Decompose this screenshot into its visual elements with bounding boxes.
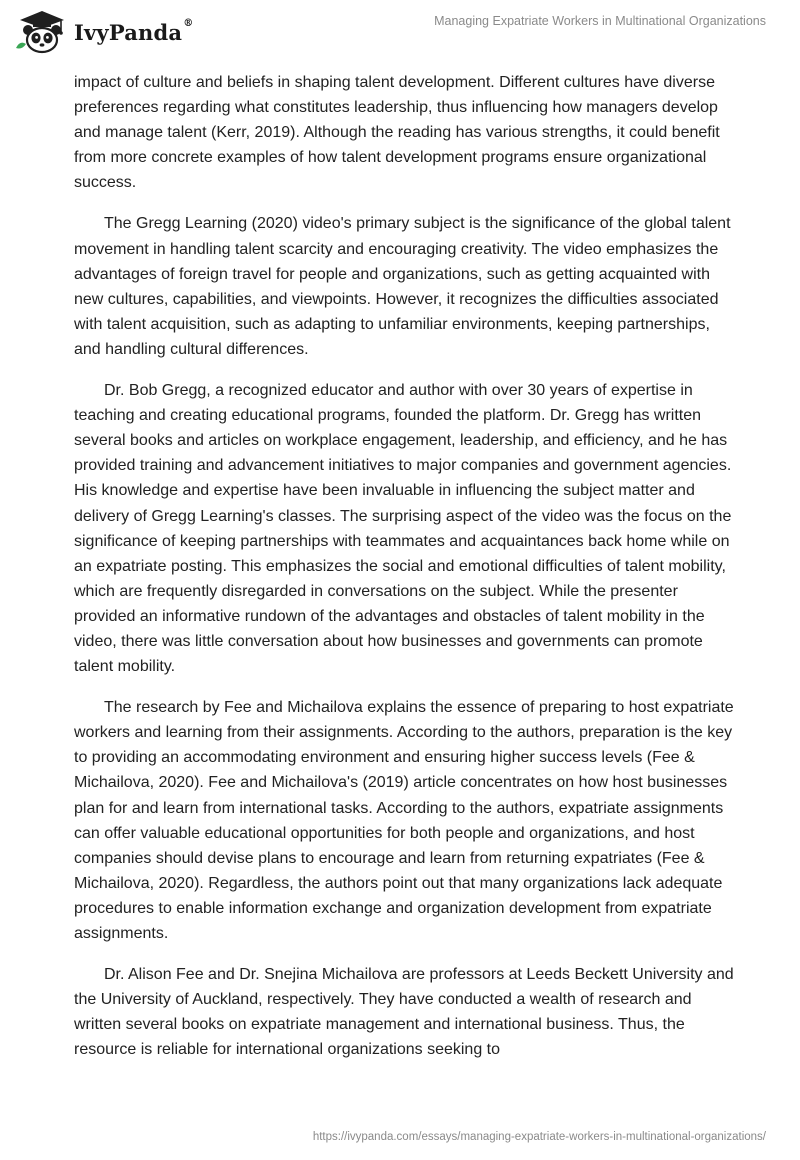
panda-graduate-icon [12, 8, 70, 54]
ivypanda-logo[interactable] [12, 8, 193, 54]
essay-body [74, 70, 734, 1078]
paragraph-5: Dr. Alison Fee and Dr. Snejina Michailova are professors at Leeds Beckett University and the University of Auckland, respectively. They have conducted a wealth of research and written several books on expatriate management and international business. Thus, the resource is reliable for international organizations seeking to [74, 966, 734, 1059]
brand-name-text: IvyPanda [74, 19, 183, 45]
paragraph-3: Dr. Bob Gregg, a recognized educator and author with over 30 years of expertise in teaching and creating educational programs, founded the platform. Dr. Gregg has written several books and articles on workplace engagement, leadership, and efficiency, and he has provided training and advancement initiatives to major companies and government agencies. His knowledge and expertise have been invaluable in influencing the subject matter and delivery of Gregg Learning's classes. The surprising aspect of the video was the focus on the significance of keeping partnerships with teammates and acquaintances back home while on an expatriate posting. This emphasizes the social and emotional difficulties of talent mobility, which are frequently disregarded in conversations on the subject. While the presenter provided an informative rundown of the advantages and obstacles of talent mobility in the video, there was little conversation about how businesses and governments can promote talent mobility. [74, 382, 732, 676]
paragraph-2: The Gregg Learning (2020) video's primary subject is the significance of the global talent movement in handling talent scarcity and encouraging creativity. The video emphasizes the advantages of foreign travel for people and organizations, such as getting acquainted with new cultures, capabilities, and viewpoints. However, it recognizes the difficulties associated with talent acquisition, such as adapting to unfamiliar environments, keeping partnerships, and handling cultural differences. [74, 215, 731, 358]
paragraph-4: The research by Fee and Michailova explains the essence of preparing to host expatriate workers and learning from their assignments. According to the authors, preparation is the key to providing an accommodating environment and ensuring higher success levels (Fee & Michailova, 2020). Fee and Michailova's (2019) article concentrates on how host businesses plan for and learn from international tasks. According to the authors, expatriate assignments can offer valuable educational opportunities for both people and organizations, and host companies should devise plans to encourage and learn from returning expatriates (Fee & Michailova, 2020). Regardless, the authors point out that many organizations lack adequate procedures to enable information exchange and organization development from expatriate assignments. [74, 699, 734, 942]
source-url-link[interactable]: https://ivypanda.com/essays/managing-expatriate-workers-in-multinational-organizations/ [312, 1131, 766, 1143]
brand-name [74, 17, 194, 45]
document-title: Managing Expatriate Workers in Multinational Organizations [434, 14, 766, 28]
page-header [0, 0, 800, 62]
registered-mark: ® [183, 17, 194, 29]
paragraph-1: impact of culture and beliefs in shaping talent development. Different cultures have diverse preferences regarding what constitutes leadership, thus influencing how managers develop and manage talent (Kerr, 2019). Although the reading has various strengths, it could benefit from more concrete examples of how talent development programs ensure organizational success. [74, 74, 720, 192]
